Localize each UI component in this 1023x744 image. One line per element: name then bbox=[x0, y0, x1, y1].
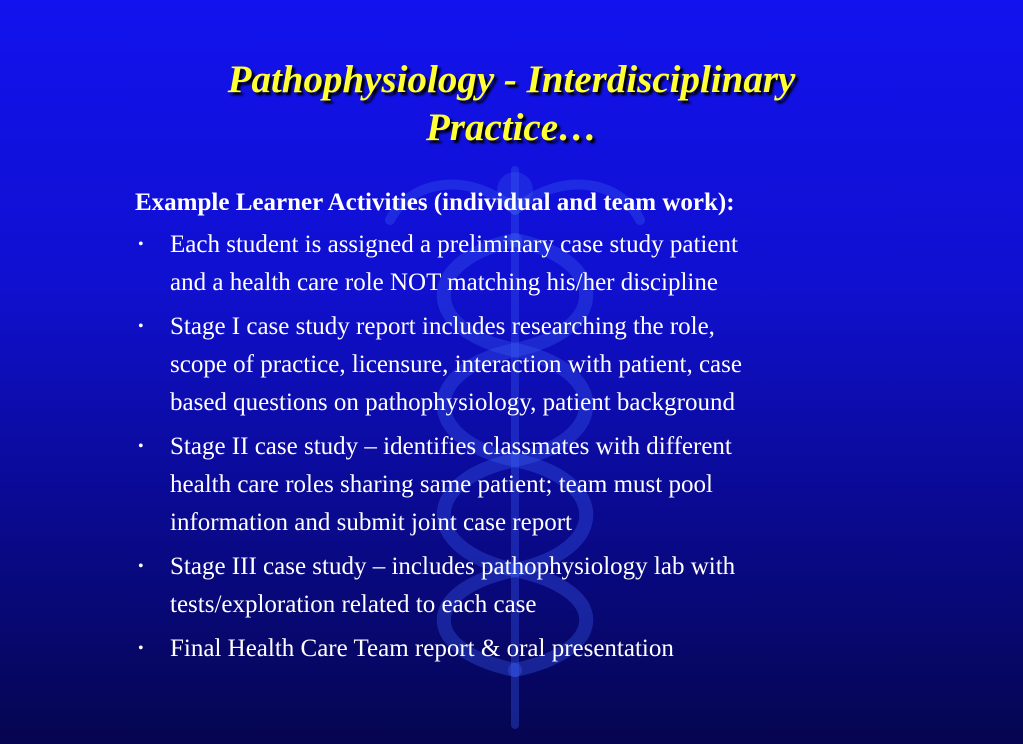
bullet-line: Each student is assigned a preliminary case study patient bbox=[170, 231, 738, 258]
bullet-line: information and submit joint case report bbox=[170, 509, 572, 536]
bullet-line: Stage III case study – includes pathophysiology lab with bbox=[170, 553, 736, 580]
activities-list bbox=[135, 226, 935, 668]
list-item bbox=[135, 630, 935, 668]
activities-subheading: Example Learner Activities (individual and team work): bbox=[135, 189, 735, 216]
slide-title bbox=[0, 56, 1023, 152]
bullet-text bbox=[170, 630, 935, 668]
bullet-line: health care roles sharing same patient; team must pool bbox=[170, 471, 713, 498]
bullet-line: scope of practice, licensure, interaction with patient, case bbox=[170, 351, 742, 378]
list-item bbox=[135, 226, 935, 302]
bullet-line: tests/exploration related to each case bbox=[170, 591, 537, 618]
bullet-icon: • bbox=[138, 236, 144, 253]
bullet-text bbox=[170, 226, 935, 302]
bullet-icon: • bbox=[138, 438, 144, 455]
bullet-line: based questions on pathophysiology, patient background bbox=[170, 389, 735, 416]
bullet-line: Stage I case study report includes researching the role, bbox=[170, 313, 715, 340]
bullet-icon: • bbox=[138, 318, 144, 335]
bullet-text bbox=[170, 308, 935, 422]
bullet-line: Stage II case study – identifies classmates with different bbox=[170, 433, 732, 460]
title-line: Practice… bbox=[425, 106, 598, 149]
bullet-line: and a health care role NOT matching his/her discipline bbox=[170, 269, 718, 296]
bullet-icon: • bbox=[138, 640, 144, 657]
bullet-text bbox=[170, 548, 935, 624]
list-item bbox=[135, 548, 935, 624]
bullet-text bbox=[170, 428, 935, 542]
title-line: Pathophysiology - Interdisciplinary bbox=[227, 58, 796, 101]
list-item bbox=[135, 308, 935, 422]
bullet-line: Final Health Care Team report & oral presentation bbox=[170, 635, 674, 662]
slide-body bbox=[135, 184, 935, 674]
bullet-icon: • bbox=[138, 558, 144, 575]
list-item bbox=[135, 428, 935, 542]
